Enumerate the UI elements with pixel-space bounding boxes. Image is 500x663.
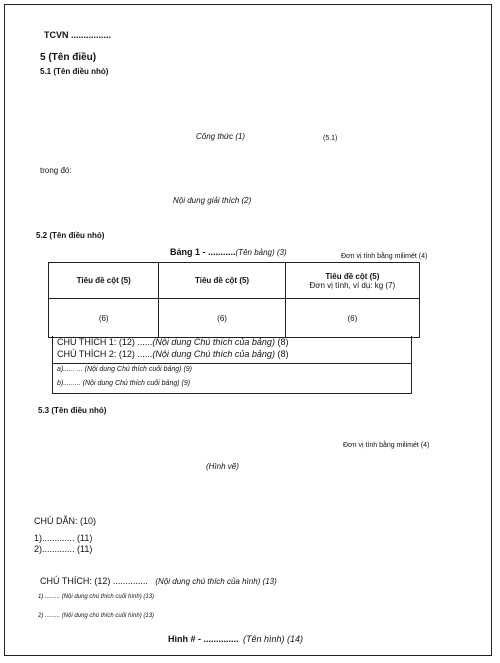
table-unit-note: Đơn vị tính bằng milimét (4) [341, 253, 428, 260]
subsection-1-title: 5.1 (Tên điều nhỏ) [40, 67, 109, 76]
formula-text: Công thức (1) [196, 132, 246, 141]
table-footnote-b: b)......... (Nội dung Chú thích cuối bảng) (9) [57, 380, 191, 387]
table-footnotes-box [52, 364, 412, 394]
table-note-1 [57, 337, 288, 347]
table-cell: (6) [285, 299, 419, 338]
table-caption-label: Bảng 1 - ........... [170, 247, 236, 257]
table-notes-box [52, 336, 412, 364]
section-title: 5 (Tên điều) [40, 52, 97, 63]
where-label: trong đó: [40, 166, 72, 175]
table-cell: (6) [159, 299, 285, 338]
figure-note-label: CHÚ THÍCH: (12) .............. [40, 576, 148, 586]
table-caption [170, 242, 287, 260]
legend-label: CHÚ DẪN: (10) [34, 516, 97, 526]
figure-footnote-1: 1) ......... (Nội dung chú thích cuối hình) (13) [38, 594, 155, 600]
explanation-text: Nội dung giải thích (2) [173, 196, 252, 205]
table-caption-name: (Tên bảng) (3) [235, 248, 287, 257]
table-note-2 [57, 349, 288, 359]
table-note-1-label: CHÚ THÍCH 1: (12) ...... [57, 337, 153, 347]
table-header-cell: Tiêu đề cột (5) [49, 263, 159, 299]
table-header-unit: Đơn vị tính, ví dụ: kg (7) [309, 280, 396, 290]
standard-table [48, 262, 420, 338]
legend-item-2: 2)............. (11) [34, 544, 93, 554]
figure-caption-label: Hình # - .............. [168, 634, 239, 644]
figure-footnote-2: 2) ......... (Nội dung chú thích cuối hình) (13) [38, 613, 155, 619]
table-header-cell [285, 263, 419, 299]
table-note-1-num: (8) [277, 337, 289, 347]
standard-code: TCVN ................ [44, 30, 112, 40]
table-note-2-label: CHÚ THÍCH 2: (12) ...... [57, 349, 153, 359]
table-row [49, 299, 420, 338]
table-header-text: Tiêu đề cột (5) [325, 271, 380, 281]
table-header-cell: Tiêu đề cột (5) [159, 263, 285, 299]
figure-note [40, 576, 277, 586]
table-note-1-text: (Nội dung Chú thích của bảng) [152, 337, 275, 347]
table-cell: (6) [49, 299, 159, 338]
legend-item-1: 1)............. (11) [34, 533, 93, 543]
table-footnote-a: a)...... ... (Nội dung Chú thích cuối bảng) (9) [57, 366, 193, 373]
figure-placeholder: (Hình vẽ) [206, 462, 239, 471]
figure-unit-note: Đơn vị tính bằng milimét (4) [343, 442, 430, 449]
subsection-3-title: 5.3 (Tên điều nhỏ) [38, 406, 107, 415]
table-header-row [49, 263, 420, 299]
table-note-2-text: (Nội dung Chú thích của bảng) [152, 349, 275, 359]
table-note-2-num: (8) [277, 349, 289, 359]
subsection-2-title: 5.2 (Tên điều nhỏ) [36, 231, 105, 240]
formula-number: (5.1) [323, 135, 338, 142]
figure-caption [168, 629, 303, 647]
figure-caption-name: (Tên hình) (14) [242, 634, 303, 644]
figure-note-text: (Nội dung chú thích của hình) (13) [155, 577, 277, 586]
